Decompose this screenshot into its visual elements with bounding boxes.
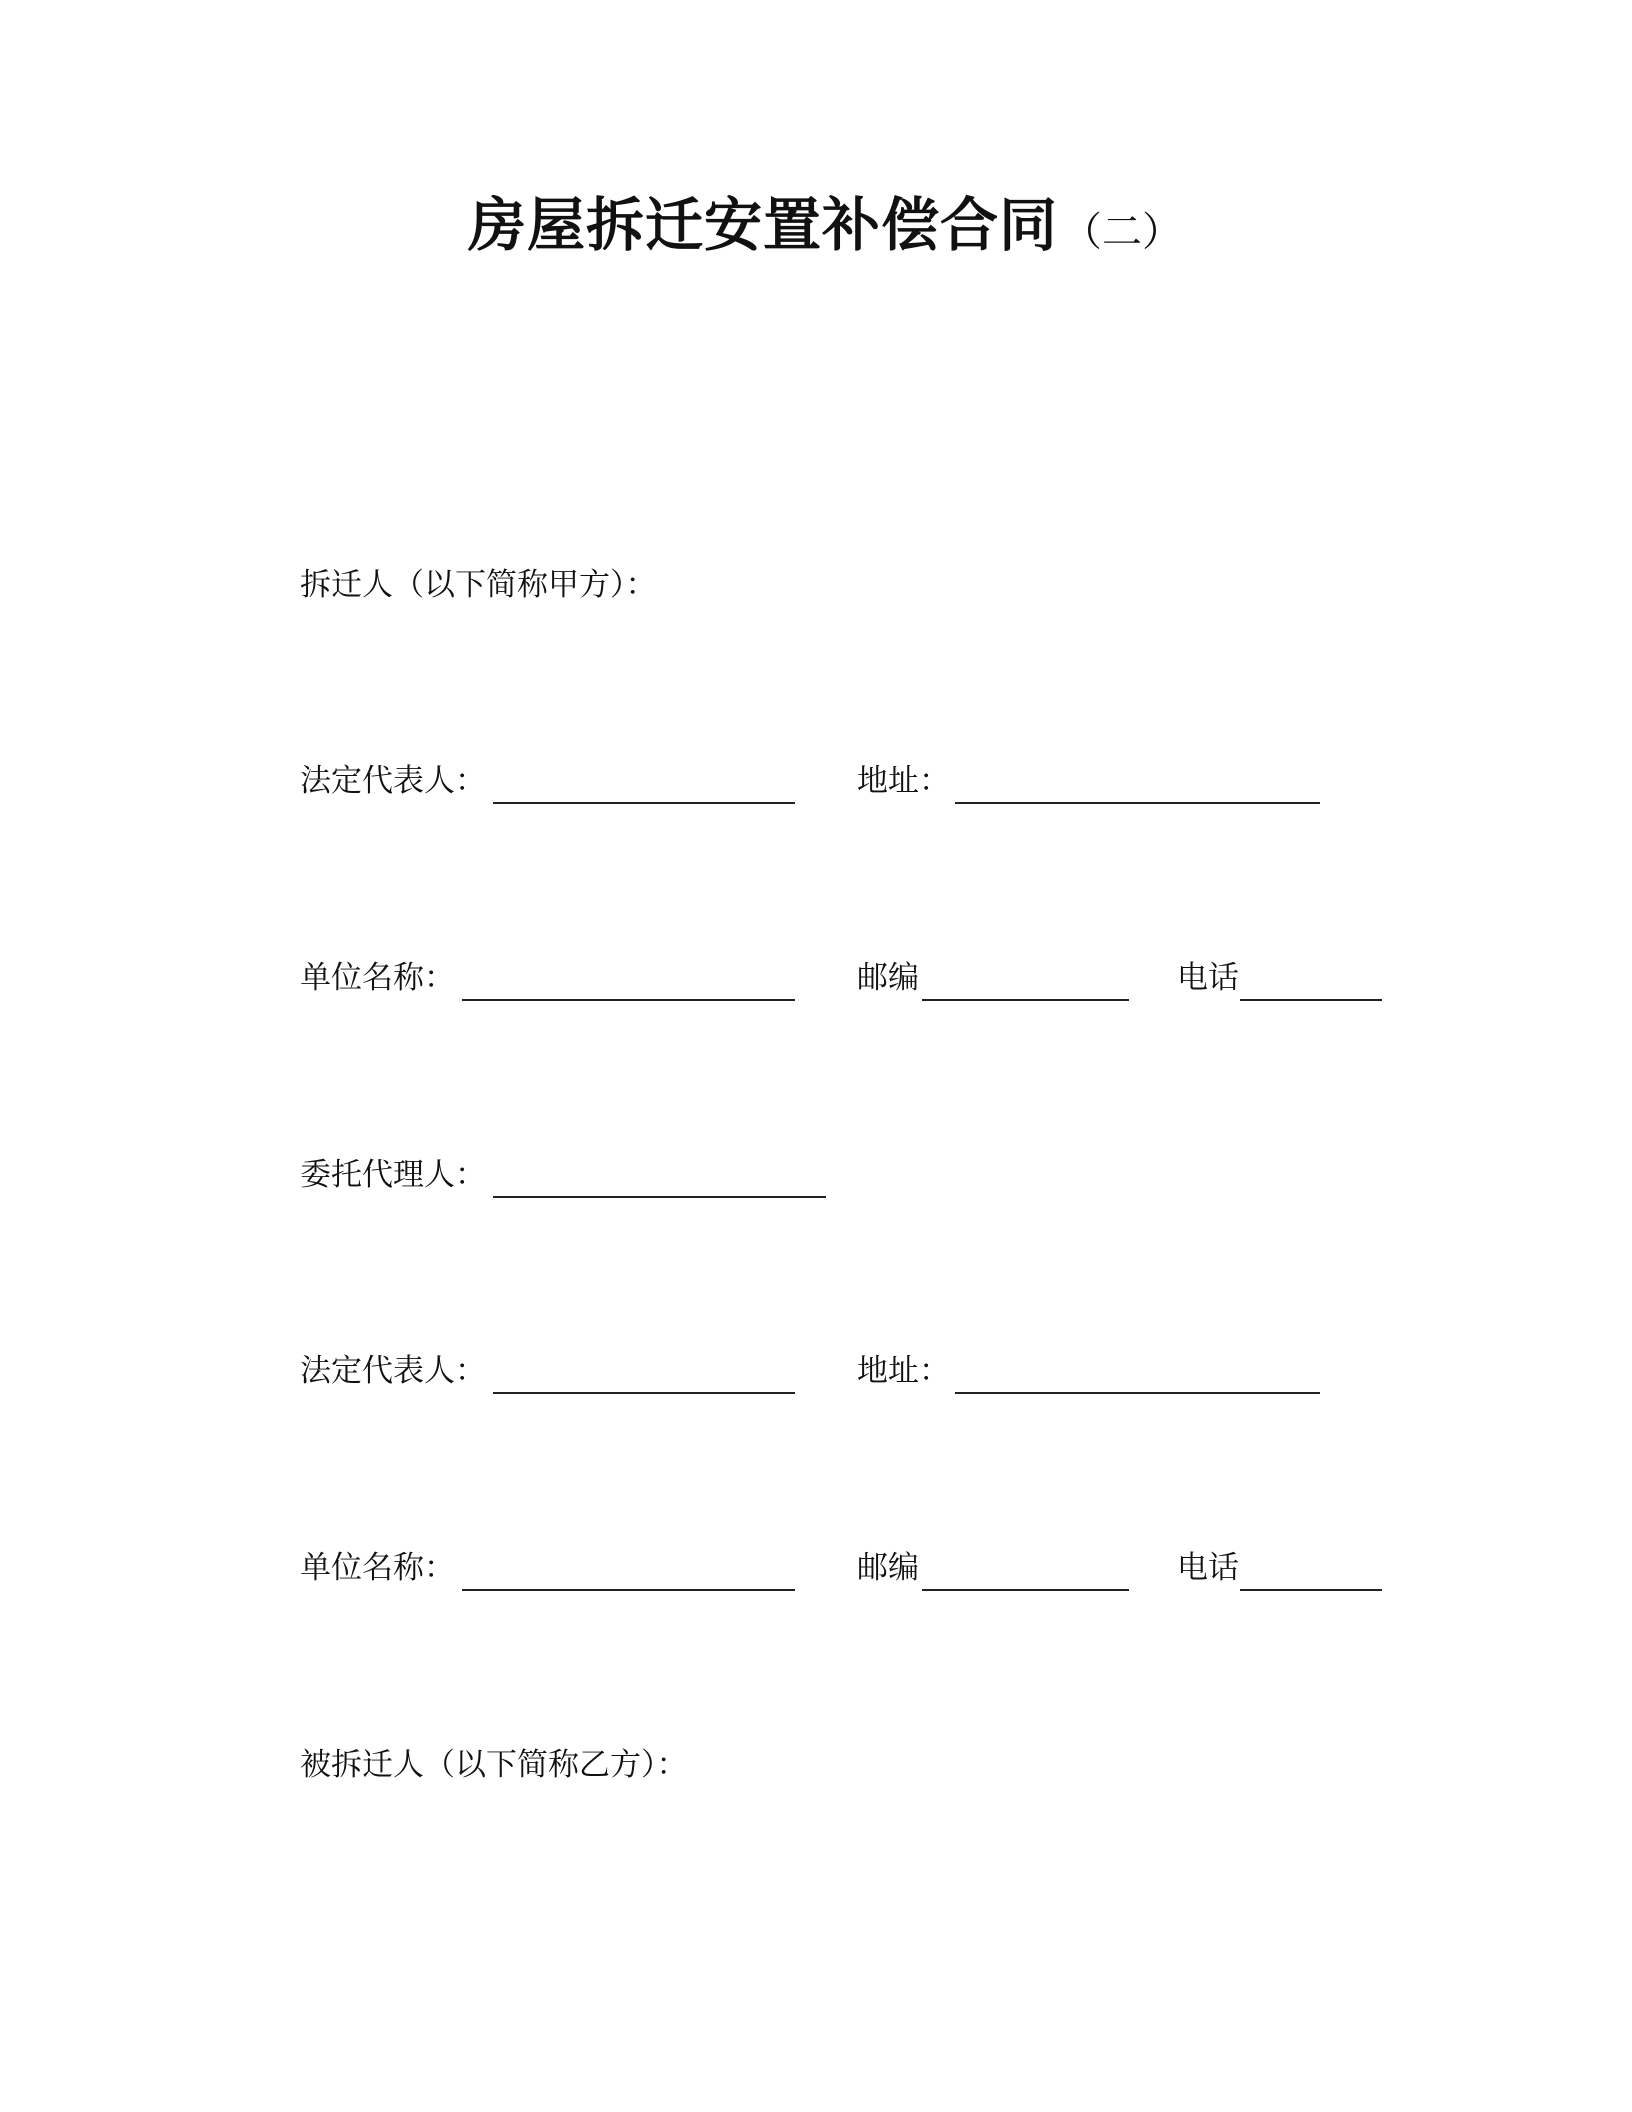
phone-field-2[interactable] (1240, 1589, 1382, 1591)
party-b-heading: 被拆迁人（以下简称乙方）： (300, 1747, 688, 1783)
address-field-2[interactable] (955, 1392, 1320, 1394)
legal-rep-label-2: 法定代表人： (300, 1353, 486, 1389)
title-suffix: （二） (1062, 209, 1183, 255)
postcode-field-1[interactable] (922, 999, 1129, 1001)
unit-name-label-2: 单位名称： (300, 1550, 455, 1586)
document-title (468, 191, 1183, 259)
legal-rep-field-2[interactable] (493, 1392, 795, 1394)
address-label-1: 地址： (857, 763, 950, 799)
unit-name-field-2[interactable] (462, 1589, 795, 1591)
unit-name-field-1[interactable] (462, 999, 795, 1001)
postcode-label-2: 邮编 (857, 1550, 919, 1586)
postcode-label-1: 邮编 (857, 960, 919, 996)
agent-field[interactable] (493, 1196, 826, 1198)
address-field-1[interactable] (955, 802, 1320, 804)
phone-label-1: 电话 (1177, 960, 1239, 996)
address-label-2: 地址： (857, 1353, 950, 1389)
legal-rep-field-1[interactable] (493, 802, 795, 804)
title-main: 房屋拆迁安置补偿合同 (468, 191, 1059, 259)
postcode-field-2[interactable] (922, 1589, 1129, 1591)
agent-label: 委托代理人： (300, 1157, 486, 1193)
unit-name-label-1: 单位名称： (300, 960, 455, 996)
legal-rep-label-1: 法定代表人： (300, 763, 486, 799)
party-a-heading: 拆迁人（以下简称甲方）： (300, 567, 657, 603)
phone-label-2: 电话 (1177, 1550, 1239, 1586)
phone-field-1[interactable] (1240, 999, 1382, 1001)
